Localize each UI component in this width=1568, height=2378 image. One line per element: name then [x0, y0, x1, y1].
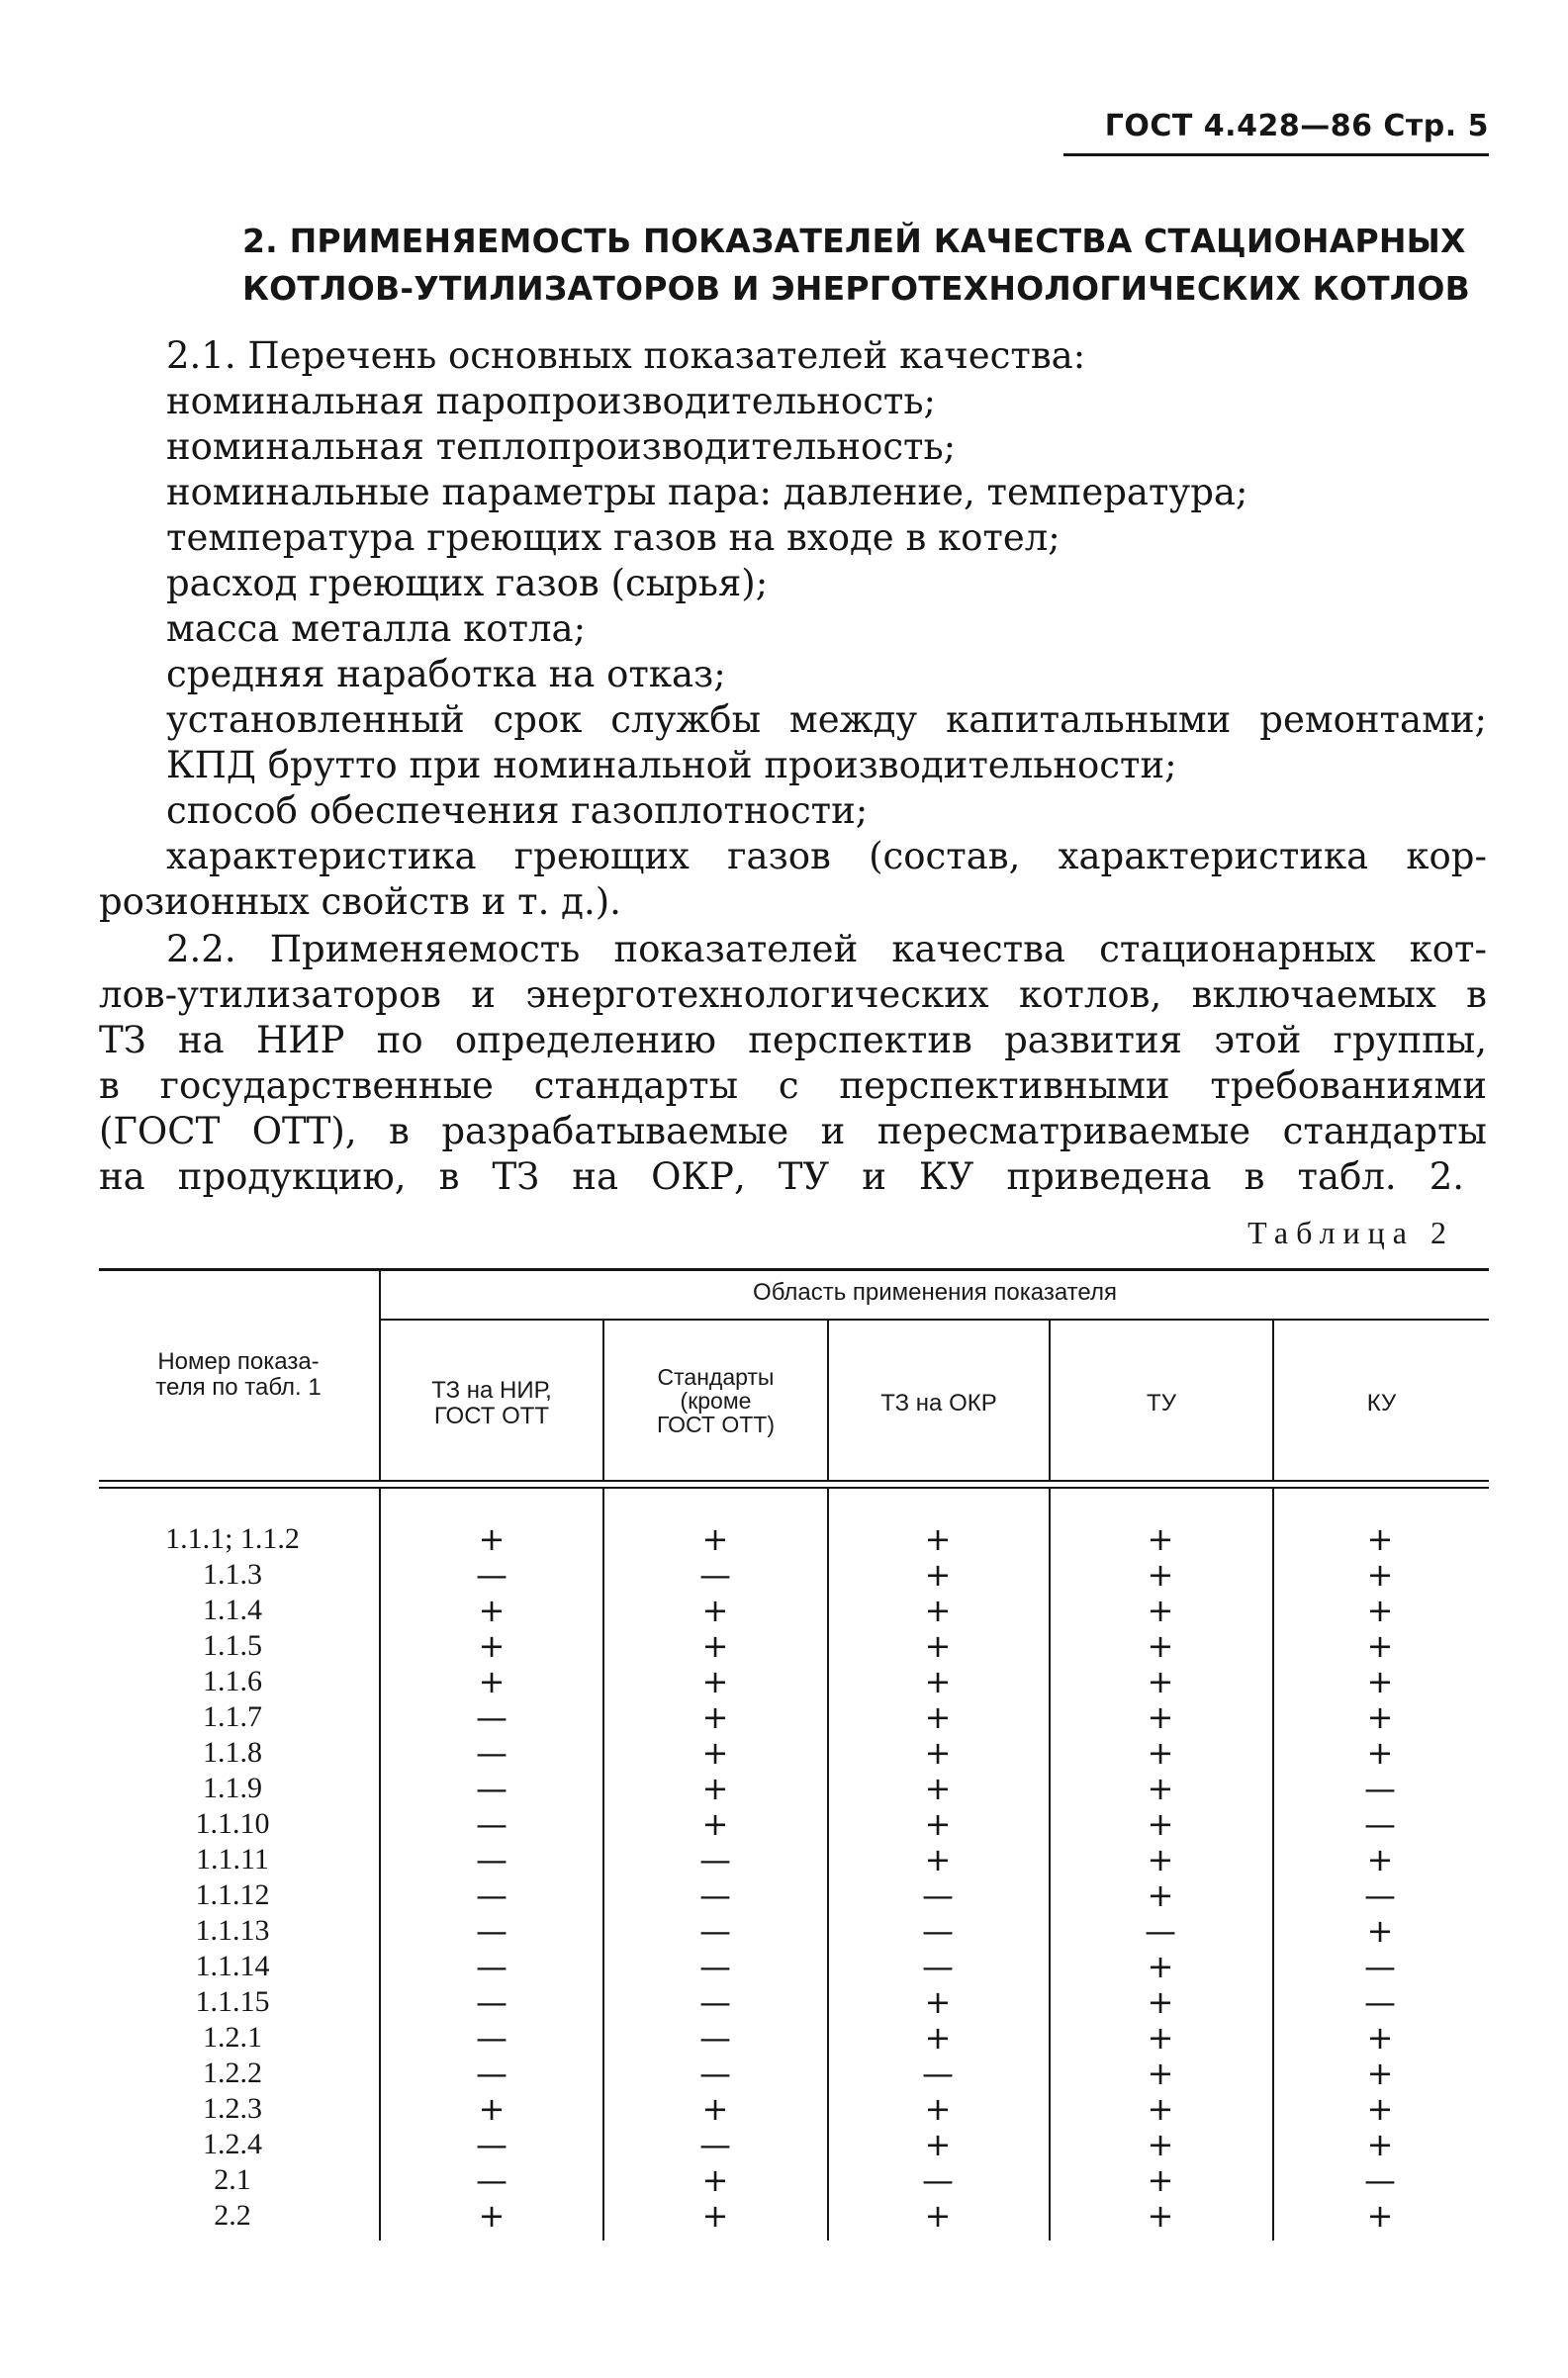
para-2-1-line: розионных свойств и т. д.). [99, 880, 621, 923]
column-rule [602, 1489, 604, 2241]
column-rule [1049, 1489, 1051, 2241]
para-2-1-line: способ обеспечения газоплотности; [166, 789, 869, 832]
dash-mark: — [476, 1983, 507, 2021]
row-number: 1.1.14 [195, 1950, 270, 1982]
plus-mark: + [1366, 1556, 1394, 1594]
dash-mark: — [476, 1770, 507, 1807]
plus-mark: + [1147, 1841, 1174, 1878]
row-number: 1.2.2 [203, 2057, 262, 2089]
section-title-line: 2. ПРИМЕНЯЕМОСТЬ ПОКАЗАТЕЛЕЙ КАЧЕСТВА СТАЦИОНАРНЫХ [242, 222, 1466, 260]
dash-mark: — [1364, 2161, 1396, 2199]
plus-mark: + [924, 1805, 952, 1843]
plus-mark: + [1147, 1698, 1174, 1736]
plus-mark: + [701, 1592, 729, 1629]
row-number: 1.2.3 [203, 2092, 262, 2125]
row-number: 1.1.4 [203, 1594, 262, 1626]
dash-mark: — [699, 2055, 731, 2092]
dash-mark: — [922, 2161, 954, 2199]
dash-mark: — [922, 1876, 954, 1914]
row-number: 1.1.9 [203, 1772, 262, 1804]
row-header-line: Номер показа- [157, 1348, 320, 1375]
plus-mark: + [701, 2161, 729, 2199]
dash-mark: — [476, 2055, 507, 2092]
para-2-2-line: в государственные стандарты с перспективными требованиями [99, 1064, 1487, 1107]
para-2-2-line: на продукцию, в ТЗ на ОКР, ТУ и КУ приведена в табл. 2. [99, 1155, 1464, 1198]
plus-mark: + [1366, 2126, 1394, 2163]
dash-mark: — [699, 1876, 731, 1914]
plus-mark: + [924, 1698, 952, 1736]
col-header-tu: ТУ [1147, 1390, 1176, 1417]
para-2-1-line: средняя наработка на отказ; [166, 653, 726, 695]
column-rule [379, 1489, 381, 2241]
plus-mark: + [924, 1556, 952, 1594]
plus-mark: + [1147, 1520, 1174, 1558]
col-header-line: Стандарты [657, 1364, 775, 1390]
plus-mark: + [924, 1520, 952, 1558]
plus-mark: + [1147, 2055, 1174, 2092]
dash-mark: — [699, 1983, 731, 2021]
col-header-ku: КУ [1366, 1390, 1397, 1417]
para-2-2-line: ТЗ на НИР по определению перспектив развития этой группы, [99, 1019, 1487, 1061]
dash-mark: — [476, 2161, 507, 2199]
plus-mark: + [1366, 1592, 1394, 1629]
para-2-1-line: температура греющих газов на входе в котел; [166, 516, 1061, 559]
dash-mark: — [922, 2055, 954, 2092]
column-rule [1272, 1489, 1274, 2241]
dash-mark: — [476, 1556, 507, 1594]
plus-mark: + [1366, 1698, 1394, 1736]
dash-mark: — [476, 1841, 507, 1878]
para-2-1-line: номинальная паропроизводительность; [166, 380, 937, 422]
para-2-1-line: установленный срок службы между капитальными ремонтами; [166, 698, 1487, 741]
col-header-standards [604, 1365, 827, 1436]
row-header [99, 1349, 378, 1401]
dash-mark: — [476, 1876, 507, 1914]
row-number: 1.1.5 [203, 1629, 262, 1662]
plus-mark: + [1147, 1734, 1174, 1772]
dash-mark: — [1364, 1983, 1396, 2021]
plus-mark: + [924, 1770, 952, 1807]
row-number: 1.1.11 [196, 1843, 269, 1875]
group-header-rule [380, 1319, 1489, 1321]
para-2-1-line: 2.1. Перечень основных показателей качества: [166, 334, 1086, 377]
dash-mark: — [699, 1948, 731, 1985]
plus-mark: + [1147, 2019, 1174, 2057]
group-header: Область применения показателя [753, 1279, 1117, 1306]
dash-mark: — [1364, 1805, 1396, 1843]
plus-mark: + [701, 1520, 729, 1558]
row-number: 1.1.3 [203, 1558, 262, 1591]
plus-mark: + [701, 1770, 729, 1807]
header-bottom-rule [99, 1480, 1489, 1482]
row-number: 1.1.15 [195, 1985, 270, 2018]
row-number: 1.1.10 [195, 1807, 270, 1840]
plus-mark: + [478, 1663, 506, 1700]
row-number: 1.1.1; 1.1.2 [165, 1522, 300, 1555]
plus-mark: + [1366, 1734, 1394, 1772]
dash-mark: — [1364, 1876, 1396, 1914]
row-number: 1.1.6 [203, 1665, 262, 1697]
dash-mark: — [922, 1912, 954, 1950]
plus-mark: + [1147, 1770, 1174, 1807]
col-header-line: ТЗ на НИР, [431, 1377, 552, 1404]
plus-mark: + [1147, 1556, 1174, 1594]
plus-mark: + [1366, 1841, 1394, 1878]
row-header-line: теля по табл. 1 [155, 1374, 322, 1401]
para-2-2-line: лов-утилизаторов и энерготехнологических котлов, включаемых в [99, 973, 1487, 1016]
dash-mark: — [476, 1734, 507, 1772]
header-rule [1063, 153, 1489, 156]
para-2-1-line: номинальная теплопроизводительность; [166, 425, 957, 468]
plus-mark: + [1147, 1663, 1174, 1700]
para-2-1-line: номинальные параметры пара: давление, температура; [166, 471, 1248, 513]
para-2-2-line: (ГОСТ ОТТ), в разрабатываемые и пересматриваемые стандарты [99, 1110, 1487, 1152]
plus-mark: + [701, 1805, 729, 1843]
section-title [242, 218, 1471, 313]
row-number: 1.2.4 [203, 2128, 262, 2160]
plus-mark: + [1147, 1627, 1174, 1665]
dash-mark: — [476, 2126, 507, 2163]
table-caption: Таблица 2 [1247, 1215, 1454, 1250]
plus-mark: + [1366, 2019, 1394, 2057]
plus-mark: + [478, 2197, 506, 2235]
dash-mark: — [1364, 1770, 1396, 1807]
dash-mark: — [699, 2019, 731, 2057]
plus-mark: + [1366, 1912, 1394, 1950]
page-header: ГОСТ 4.428—86 Стр. 5 [1104, 109, 1489, 143]
row-number: 2.1 [214, 2163, 251, 2196]
col-header-tz-okr: ТЗ на ОКР [880, 1390, 997, 1417]
plus-mark: + [701, 1698, 729, 1736]
plus-mark: + [701, 1734, 729, 1772]
plus-mark: + [701, 1627, 729, 1665]
plus-mark: + [1147, 2126, 1174, 2163]
plus-mark: + [478, 1592, 506, 1629]
header-bottom-rule-2 [99, 1487, 1489, 1489]
plus-mark: + [701, 2197, 729, 2235]
plus-mark: + [1147, 1592, 1174, 1629]
col-header-tz-nir [381, 1378, 602, 1429]
plus-mark: + [924, 2126, 952, 2163]
plus-mark: + [478, 2090, 506, 2128]
section-title-line: КОТЛОВ-УТИЛИЗАТОРОВ И ЭНЕРГОТЕХНОЛОГИЧЕСКИХ КОТЛОВ [242, 269, 1471, 308]
dash-mark: — [699, 1841, 731, 1878]
plus-mark: + [1366, 2197, 1394, 2235]
dash-mark: — [476, 2019, 507, 2057]
plus-mark: + [924, 2019, 952, 2057]
dash-mark: — [1364, 1948, 1396, 1985]
para-2-1-line: характеристика греющих газов (состав, характеристика кор- [166, 835, 1487, 877]
plus-mark: + [478, 1520, 506, 1558]
row-number: 1.1.7 [203, 1700, 262, 1733]
plus-mark: + [924, 1983, 952, 2021]
plus-mark: + [1366, 1663, 1394, 1700]
dash-mark: — [476, 1912, 507, 1950]
plus-mark: + [924, 1627, 952, 1665]
row-number: 1.2.1 [203, 2021, 262, 2054]
plus-mark: + [1147, 1805, 1174, 1843]
plus-mark: + [1366, 2055, 1394, 2092]
dash-mark: — [476, 1698, 507, 1736]
plus-mark: + [478, 1627, 506, 1665]
dash-mark: — [699, 1912, 731, 1950]
dash-mark: — [476, 1805, 507, 1843]
plus-mark: + [1147, 1983, 1174, 2021]
plus-mark: + [701, 1663, 729, 1700]
plus-mark: + [1147, 2161, 1174, 2199]
dash-mark: — [699, 2126, 731, 2163]
plus-mark: + [924, 1663, 952, 1700]
table-top-rule [99, 1268, 1489, 1271]
col-header-line: (кроме [680, 1388, 752, 1414]
column-rule [827, 1489, 829, 2241]
row-number: 1.1.12 [195, 1878, 270, 1911]
para-2-1-line: КПД брутто при номинальной производительности; [166, 744, 1177, 786]
plus-mark: + [1147, 2197, 1174, 2235]
row-number: 2.2 [214, 2199, 251, 2232]
plus-mark: + [1147, 1948, 1174, 1985]
dash-mark: — [476, 1948, 507, 1985]
dash-mark: — [699, 1556, 731, 1594]
plus-mark: + [701, 2090, 729, 2128]
plus-mark: + [924, 2090, 952, 2128]
plus-mark: + [1147, 1876, 1174, 1914]
para-2-2-line: 2.2. Применяемость показателей качества стационарных кот- [166, 928, 1487, 970]
plus-mark: + [1366, 1520, 1394, 1558]
para-2-1-line: масса металла котла; [166, 607, 587, 650]
para-2-1-line: расход греющих газов (сырья); [166, 562, 769, 604]
plus-mark: + [1366, 1627, 1394, 1665]
row-number: 1.1.13 [195, 1914, 270, 1947]
plus-mark: + [1366, 2090, 1394, 2128]
plus-mark: + [924, 2197, 952, 2235]
col-header-line: ГОСТ ОТТ [433, 1403, 550, 1429]
plus-mark: + [924, 1841, 952, 1878]
dash-mark: — [922, 1948, 954, 1985]
col-header-line: ГОСТ ОТТ) [657, 1412, 775, 1437]
plus-mark: + [924, 1734, 952, 1772]
plus-mark: + [1147, 2090, 1174, 2128]
row-number: 1.1.8 [203, 1736, 262, 1769]
dash-mark: — [1145, 1912, 1176, 1950]
plus-mark: + [924, 1592, 952, 1629]
